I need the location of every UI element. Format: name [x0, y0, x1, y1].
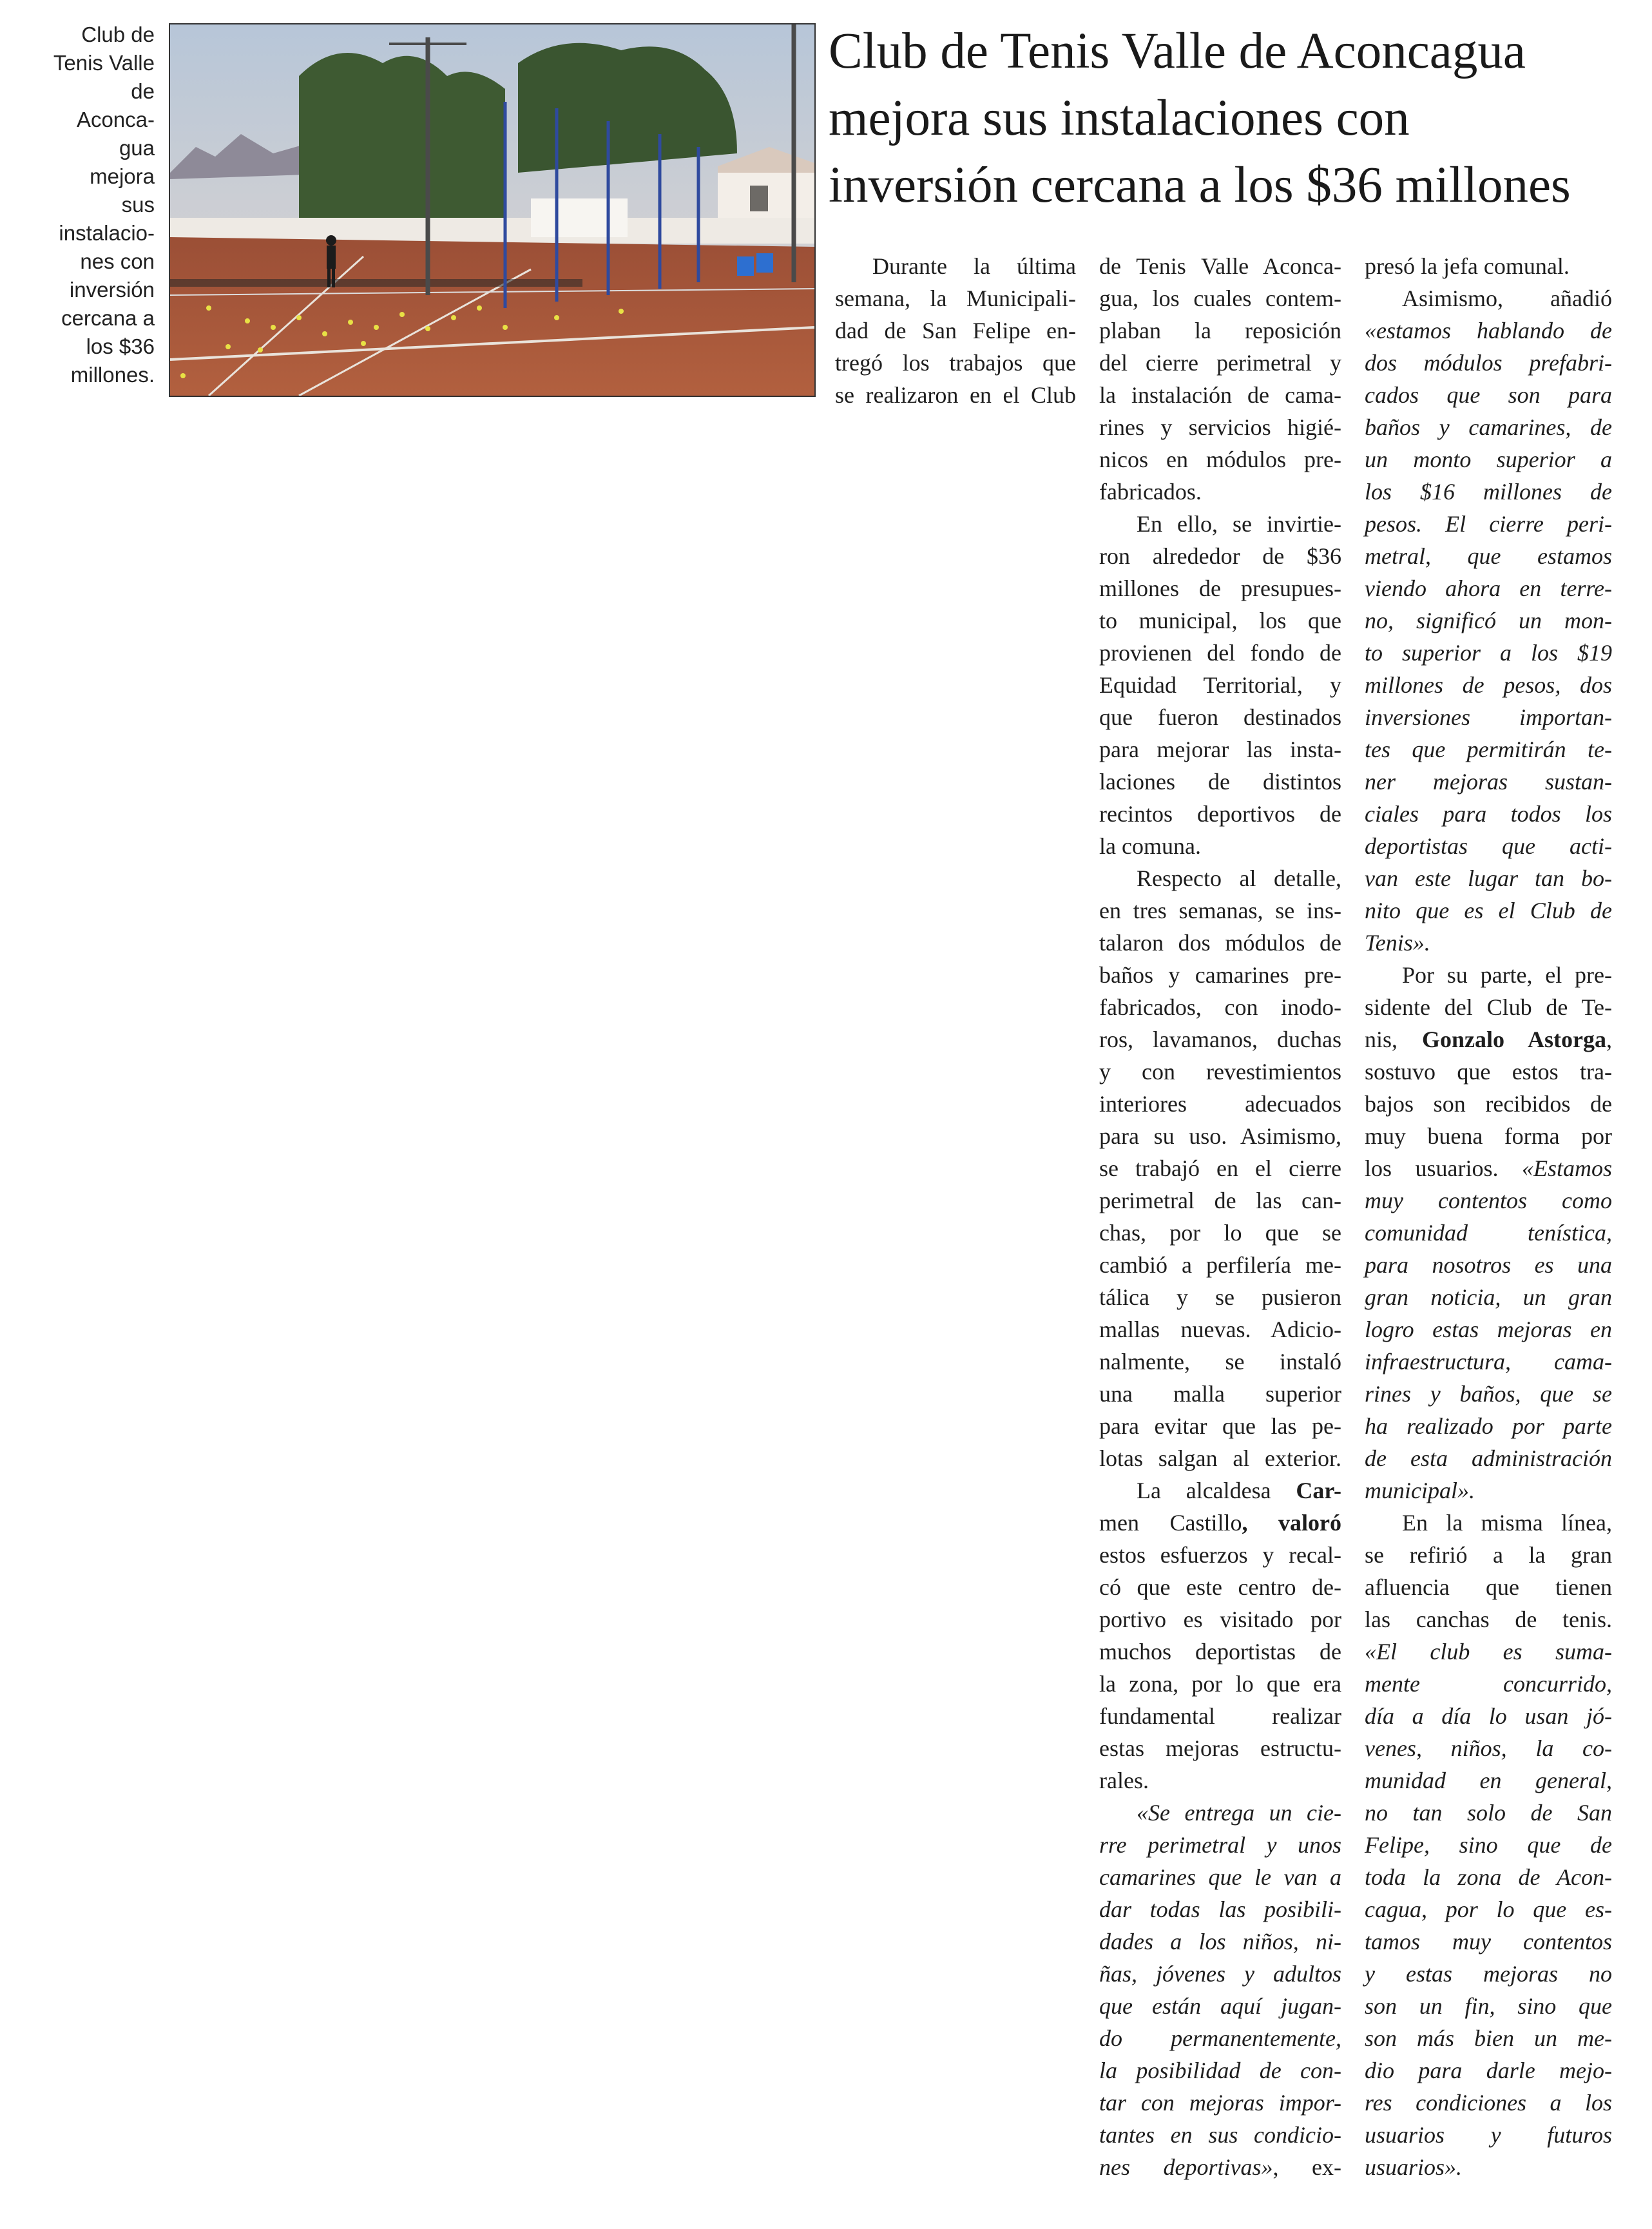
body-text-line: có que este centro de-: [1099, 1574, 1341, 1600]
body-text-line: gran noticia, un gran: [1365, 1284, 1612, 1310]
body-text-line: estas mejoras estructu-: [1099, 1735, 1341, 1761]
body-text-line: interiores adecuados: [1099, 1091, 1341, 1117]
body-text-line: nicos en módulos pre-: [1099, 447, 1341, 472]
body-text-line: lotas salgan al exterior.: [1099, 1445, 1341, 1471]
body-text-line: para nosotros es una: [1365, 1252, 1612, 1278]
body-text-line: la instalación de cama-: [1099, 382, 1341, 408]
body-text-line: tálica y se pusieron: [1099, 1284, 1341, 1310]
article-column-3: [1365, 250, 1612, 2183]
body-text-line: muy buena forma por: [1365, 1123, 1612, 1149]
body-text-line: baños y camarines pre-: [1099, 962, 1341, 988]
body-text-line: viendo ahora en terre-: [1365, 575, 1612, 601]
body-text-line: sidente del Club de Te-: [1365, 994, 1612, 1020]
body-text-line: dos módulos prefabri-: [1365, 350, 1612, 376]
body-text-line: la zona, por lo que era: [1099, 1671, 1341, 1697]
body-text-line: Asimismo, añadió: [1402, 285, 1612, 311]
body-text-line: men Castillo, valoró: [1099, 1510, 1341, 1536]
body-text-line: chas, por lo que se: [1099, 1220, 1341, 1246]
body-text-line: tes que permitirán te-: [1365, 737, 1612, 762]
body-text-line: dades a los niños, ni-: [1099, 1929, 1341, 1954]
body-text-line: deportistas que acti-: [1365, 833, 1612, 859]
body-text-line: que están aquí jugan-: [1099, 1993, 1341, 2019]
body-text-line: ros, lavamanos, duchas: [1099, 1027, 1341, 1052]
caption-line: Tenis Valle: [53, 51, 155, 75]
body-text-line: usuarios y futuros: [1365, 2122, 1612, 2148]
body-text-line: En la misma línea,: [1402, 1510, 1612, 1536]
body-text-line: tamos muy contentos: [1365, 1929, 1612, 1954]
body-text-line: munidad en general,: [1365, 1768, 1612, 1793]
body-text-line: los usuarios. «Estamos: [1365, 1155, 1612, 1181]
body-text-line: nis, Gonzalo Astorga,: [1365, 1027, 1612, 1052]
body-text-line: sostuvo que estos tra-: [1365, 1059, 1612, 1085]
body-text-line: nito que es el Club de: [1365, 898, 1612, 923]
body-text-line: la posibilidad de con-: [1099, 2058, 1341, 2083]
body-text-line: to superior a los $19: [1365, 640, 1612, 666]
tennis-court-photo: [169, 23, 816, 397]
article-column-2: [1099, 250, 1341, 2183]
body-text-line: cambió a perfilería me-: [1099, 1252, 1341, 1278]
body-text-line: municipal».: [1365, 1478, 1475, 1503]
body-text-line: perimetral de las can-: [1099, 1188, 1341, 1213]
body-text-line: ron alrededor de $36: [1099, 543, 1341, 569]
article-column-1: [835, 250, 1076, 411]
body-text-line: son más bien un me-: [1365, 2025, 1612, 2051]
body-text-line: los $16 millones de: [1365, 479, 1612, 505]
body-text-line: talaron dos módulos de: [1099, 930, 1341, 956]
body-text-line: en tres semanas, se ins-: [1099, 898, 1341, 923]
body-text-line: dio para darle mejo-: [1365, 2058, 1612, 2083]
caption-line: nes con: [80, 249, 155, 273]
body-text-line: del cierre perimetral y: [1099, 350, 1341, 376]
body-text-line: baños y camarines, de: [1365, 414, 1612, 440]
body-text-line: tar con mejoras impor-: [1099, 2090, 1341, 2116]
body-text-line: rre perimetral y unos: [1099, 1832, 1341, 1858]
body-text-line: mallas nuevas. Adicio-: [1099, 1317, 1341, 1342]
body-text-line: logro estas mejoras en: [1365, 1317, 1612, 1342]
body-text-line: «El club es suma-: [1365, 1639, 1612, 1665]
headline-line: Club de Tenis Valle de Aconcagua: [829, 23, 1526, 79]
body-text-line: fundamental realizar: [1099, 1703, 1341, 1729]
body-text-line: Tenis».: [1365, 930, 1430, 956]
body-text-line: recintos deportivos de: [1099, 801, 1341, 827]
photo-caption: [26, 21, 155, 389]
body-text-line: para su uso. Asimismo,: [1099, 1123, 1341, 1149]
body-text-line: pesos. El cierre peri-: [1365, 511, 1612, 537]
body-text-line: día a día lo usan jó-: [1365, 1703, 1612, 1729]
body-text-line: usuarios».: [1365, 2154, 1463, 2180]
body-text-line: se realizaron en el Club: [835, 382, 1076, 408]
body-text-line: una malla superior: [1099, 1381, 1341, 1407]
body-text-line: provienen del fondo de: [1099, 640, 1341, 666]
body-text-line: laciones de distintos: [1099, 769, 1341, 795]
body-text-line: semana, la Municipali-: [835, 285, 1076, 311]
caption-line: millones.: [70, 363, 155, 387]
tennis-court-illustration: [170, 24, 814, 396]
body-text-line: Durante la última: [872, 253, 1076, 279]
body-text-line: Respecto al detalle,: [1137, 865, 1341, 891]
body-text-line: que fueron destinados: [1099, 704, 1341, 730]
body-text-line: inversiones importan-: [1365, 704, 1612, 730]
body-text-line: to municipal, los que: [1099, 608, 1341, 633]
caption-line: Aconca-: [76, 108, 155, 131]
body-text-line: son un fin, sino que: [1365, 1993, 1612, 2019]
body-text-line: fabricados, con inodo-: [1099, 994, 1341, 1020]
caption-line: Club de: [81, 23, 155, 46]
caption-line: sus: [121, 193, 155, 217]
body-text-line: gua, los cuales contem-: [1099, 285, 1341, 311]
caption-line: cercana a: [61, 306, 155, 330]
caption-line: inversión: [69, 278, 155, 302]
body-text-line: millones de presupues-: [1099, 575, 1341, 601]
body-text-line: para mejorar las insta-: [1099, 737, 1341, 762]
body-text-line: rines y servicios higié-: [1099, 414, 1341, 440]
caption-line: gua: [119, 136, 155, 160]
body-text-line: de Tenis Valle Aconca-: [1099, 253, 1341, 279]
body-text-line: portivo es visitado por: [1099, 1607, 1341, 1632]
body-text-line: res condiciones a los: [1365, 2090, 1612, 2116]
caption-line: de: [131, 79, 155, 103]
body-text-line: ner mejoras sustan-: [1365, 769, 1612, 795]
article-headline: [829, 18, 1634, 219]
body-text-line: no tan solo de San: [1365, 1800, 1612, 1826]
caption-line: los $36: [86, 334, 155, 358]
body-text-line: rines y baños, que se: [1365, 1381, 1612, 1407]
body-text-line: infraestructura, cama-: [1365, 1349, 1612, 1375]
body-text-line: «estamos hablando de: [1365, 318, 1612, 343]
body-text-line: Felipe, sino que de: [1365, 1832, 1612, 1858]
body-text-line: La alcaldesa Car-: [1137, 1478, 1341, 1503]
body-text-line: afluencia que tienen: [1365, 1574, 1612, 1600]
body-text-line: venes, niños, la co-: [1365, 1735, 1612, 1761]
caption-line: instalacio-: [59, 221, 155, 245]
body-text-line: de esta administración: [1365, 1445, 1612, 1471]
caption-line: mejora: [90, 164, 155, 188]
body-text-line: dar todas las posibili-: [1099, 1896, 1341, 1922]
body-text-line: no, significó un mon-: [1365, 608, 1612, 633]
body-text-line: muy contentos como: [1365, 1188, 1612, 1213]
body-text-line: ciales para todos los: [1365, 801, 1612, 827]
body-text-line: metral, que estamos: [1365, 543, 1612, 569]
body-text-line: muchos deportistas de: [1099, 1639, 1341, 1665]
body-text-line: las canchas de tenis.: [1365, 1607, 1612, 1632]
body-text-line: van este lugar tan bo-: [1365, 865, 1612, 891]
body-text-line: presó la jefa comunal.: [1365, 253, 1570, 279]
body-text-line: «Se entrega un cie-: [1137, 1800, 1341, 1826]
body-text-line: y estas mejoras no: [1365, 1961, 1612, 1987]
headline-line: inversión cercana a los $36 millones: [829, 157, 1571, 213]
body-text-line: fabricados.: [1099, 479, 1202, 505]
body-text-line: camarines que le van a: [1099, 1864, 1341, 1890]
body-text-line: nalmente, se instaló: [1099, 1349, 1341, 1375]
body-text-line: bajos son recibidos de: [1365, 1091, 1612, 1117]
body-text-line: dad de San Felipe en-: [835, 318, 1076, 343]
body-text-line: se trabajó en el cierre: [1099, 1155, 1341, 1181]
body-text-line: cagua, por lo que es-: [1365, 1896, 1612, 1922]
headline-line: mejora sus instalaciones con: [829, 90, 1410, 146]
body-text-line: En ello, se invirtie-: [1137, 511, 1341, 537]
body-text-line: rales.: [1099, 1768, 1149, 1793]
body-text-line: do permanentemente,: [1099, 2025, 1341, 2051]
body-text-line: toda la zona de Acon-: [1365, 1864, 1612, 1890]
body-text-line: estos esfuerzos y recal-: [1099, 1542, 1341, 1568]
body-text-line: se refirió a la gran: [1365, 1542, 1612, 1568]
body-text-line: comunidad tenística,: [1365, 1220, 1612, 1246]
body-text-line: ha realizado por parte: [1365, 1413, 1612, 1439]
body-text-line: plaban la reposición: [1099, 318, 1341, 343]
body-text-line: cados que son para: [1365, 382, 1612, 408]
body-text-line: tregó los trabajos que: [835, 350, 1076, 376]
body-text-line: la comuna.: [1099, 833, 1201, 859]
body-text-line: mente concurrido,: [1365, 1671, 1612, 1697]
body-text-line: un monto superior a: [1365, 447, 1612, 472]
body-text-line: nes deportivas», ex-: [1099, 2154, 1341, 2180]
body-text-line: tantes en sus condicio-: [1099, 2122, 1341, 2148]
body-text-line: ñas, jóvenes y adultos: [1099, 1961, 1341, 1987]
body-text-line: millones de pesos, dos: [1365, 672, 1612, 698]
body-text-line: Equidad Territorial, y: [1099, 672, 1341, 698]
body-text-line: Por su parte, el pre-: [1402, 962, 1612, 988]
body-text-line: para evitar que las pe-: [1099, 1413, 1341, 1439]
body-text-line: y con revestimientos: [1099, 1059, 1341, 1085]
